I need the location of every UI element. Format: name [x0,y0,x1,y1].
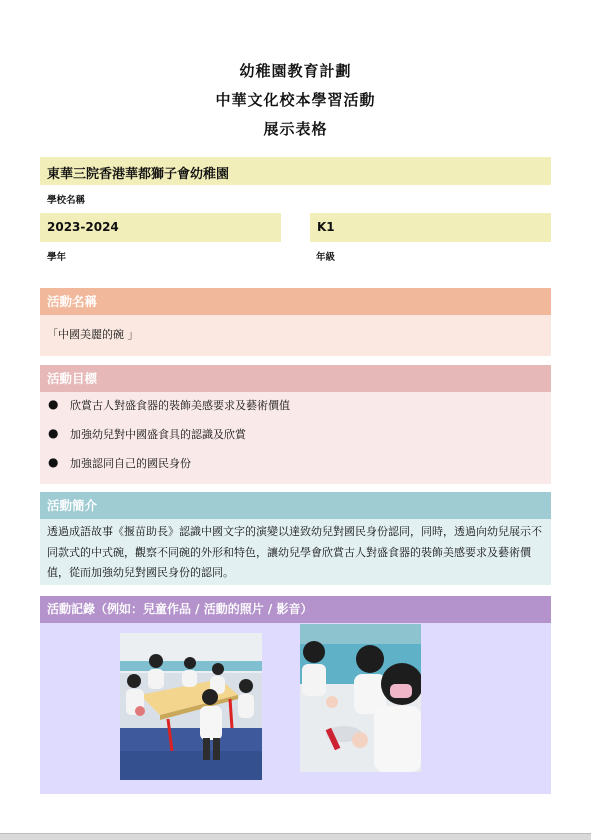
bullet-icon: ● [48,426,59,440]
bullet-icon: ● [48,397,59,411]
grade-field [310,213,551,242]
activity-goals-list [40,392,551,484]
activity-name-value: 「中國美麗的碗 」 [47,328,139,341]
activity-photo-bowls [300,624,421,772]
activity-photo-classroom [120,633,262,780]
document-title-line-1: 幼稚園教育計劃 [239,62,352,80]
activity-intro-text: 透過成語故事《揠苗助長》認識中國文字的演變以達致幼兒對國民身份認同，同時，透過向幼兒展示不同款式的中式碗，觀察不同碗的外形和特色，讓幼兒學會欣賞古人對盛食器的裝飾美感要求及藝術價值，從而加強幼兒對國民身份的認同。 [47,525,542,579]
school-name-field [40,157,551,185]
activity-intro-header: 活動簡介 [40,492,551,519]
grade-value: K1 [317,220,335,234]
activity-name-header: 活動名稱 [40,288,551,315]
goal-text: 加強幼兒對中國盛食具的認識及欣賞 [70,428,246,441]
activity-record-body [40,623,551,794]
goal-text: 加強認同自己的國民身份 [70,457,191,470]
bullet-icon: ● [48,455,59,469]
document-title-line-2: 中華文化校本學習活動 [215,91,376,109]
classroom-photo-image [120,633,262,780]
activity-goals-header: 活動目標 [40,365,551,392]
school-name-value: 東華三院香港華都獅子會幼稚園 [47,167,230,182]
school-year-value: 2023-2024 [47,220,119,234]
activity-name-body [40,315,551,356]
goal-text: 欣賞古人對盛食器的裝飾美感要求及藝術價值 [70,399,290,412]
activity-intro-body [40,519,551,585]
grade-label: 年級 [316,252,336,263]
school-year-field [40,213,281,242]
school-year-label: 學年 [47,252,67,263]
activity-record-header: 活動記錄（例如：兒童作品 / 活動的照片 / 影音） [40,596,551,623]
school-name-label: 學校名稱 [47,195,86,206]
bowls-photo-image [300,624,421,772]
document-title-line-3: 展示表格 [263,120,328,138]
